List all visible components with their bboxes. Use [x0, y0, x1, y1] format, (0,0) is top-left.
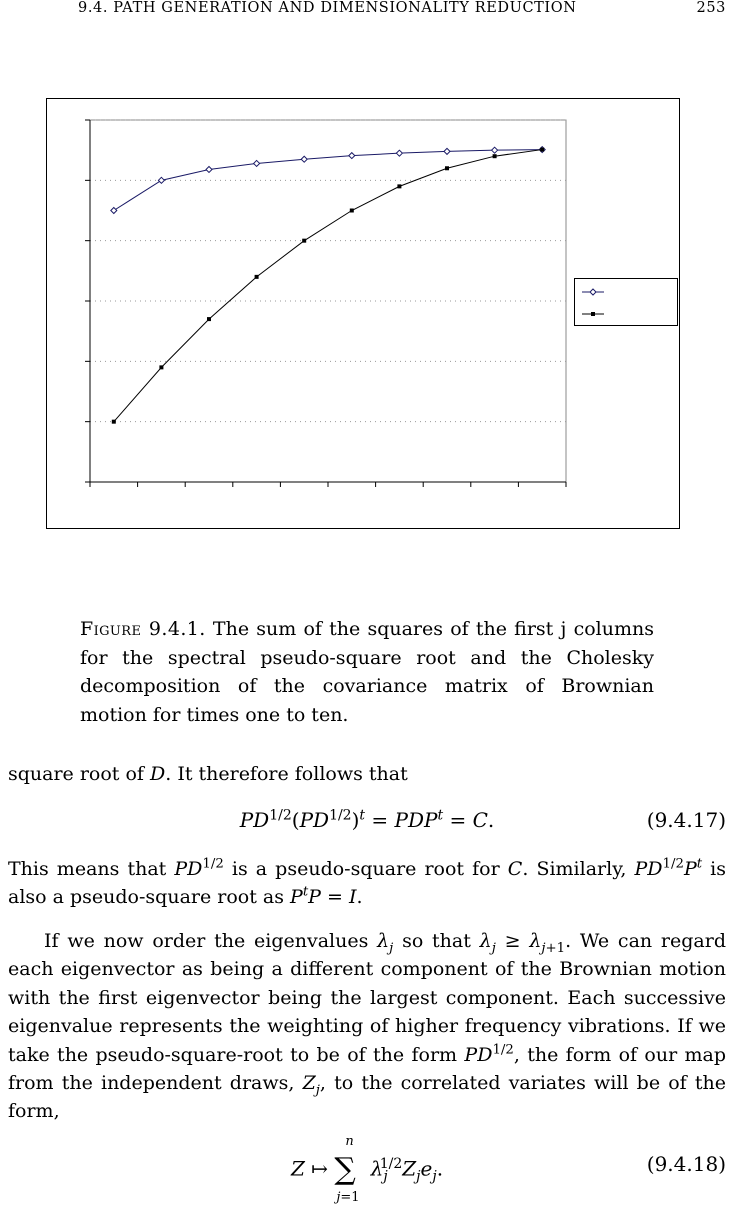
text-run: is also a pseudo-square root as: [8, 858, 726, 909]
series-1-point: [254, 160, 260, 166]
text-run: If we now order the eigenvalues: [44, 930, 378, 952]
chart-legend: [574, 278, 678, 326]
equation-9-4-18: [8, 1134, 726, 1205]
series-1-point: [492, 147, 498, 153]
math-PD-half: $PD^{1/2}$: [174, 856, 224, 880]
figure-caption: [80, 615, 654, 729]
series-2-point: [159, 365, 163, 369]
series-1-point: [396, 150, 402, 156]
paragraph-3: [8, 927, 726, 1126]
running-head: [78, 0, 726, 22]
math-D: D: [150, 763, 166, 785]
math-C: C: [507, 858, 523, 880]
text-run: is a pseudo-square root for: [223, 858, 508, 880]
series-2-line: [114, 150, 542, 422]
series-2-point: [207, 317, 211, 321]
math-Zj: $Z_j$: [302, 1072, 320, 1098]
section-title: 9.4. PATH GENERATION AND DIMENSIONALITY REDUCTION: [78, 0, 577, 16]
paragraph-2: [8, 855, 726, 912]
text-run: , the form of our map from the independent draws,: [8, 1043, 726, 1095]
text-run: , to the correlated variates will be of the form,: [8, 1072, 726, 1123]
text-run: so that: [393, 930, 480, 952]
caption-text: The sum of the squares of the first j columns for the spectral pseudo-square root and the Cholesky decomposition of the covariance matrix of Brownian motion for times one to ten.: [80, 618, 654, 726]
summation: n ∑ j=1: [334, 1134, 360, 1205]
series-2-point: [255, 275, 259, 279]
series-2-point: [445, 166, 449, 170]
paragraph-1: [8, 760, 726, 788]
math-PD-half-form: $PD^{1/2}$: [464, 1042, 514, 1066]
series-1-line: [114, 150, 542, 211]
series-2-point: [112, 420, 116, 424]
series-1-point: [444, 148, 450, 154]
series-1-point: [158, 177, 164, 183]
figure-chart: [46, 98, 680, 529]
math-lambda-order: $\lambda_j \ge \lambda_{j+1}$: [479, 930, 566, 956]
series-2-point: [397, 184, 401, 188]
series-2-point: [540, 148, 544, 152]
figure-label: Figure 9.4.1.: [80, 618, 206, 640]
series-2-point: [493, 154, 497, 158]
legend-square-marker: [580, 307, 606, 321]
equation-9-4-17: [8, 808, 726, 844]
series-2-point: [350, 209, 354, 213]
text-run: . It therefore follows that: [165, 763, 408, 785]
legend-entry-series-1: [580, 285, 670, 299]
page-number: 253: [696, 0, 726, 16]
equation-body: $PD^{1/2}(PD^{1/2})^t = PDP^t = C$.: [239, 807, 495, 832]
equation-body: Z ↦ n ∑ j=1 $\lambda_j^{1/2}Z_je_j$.: [290, 1134, 444, 1205]
math-PtP-I: $P^tP = I$: [290, 885, 357, 909]
math-lambda-j: $\lambda_j$: [377, 930, 394, 956]
plot-area-frame: [90, 120, 566, 482]
math-PD-half-Pt: $PD^{1/2}P^t$: [634, 856, 703, 880]
series-1-point: [349, 153, 355, 159]
legend-entry-series-2: [580, 307, 670, 321]
series-2-point: [302, 239, 306, 243]
series-1-point: [206, 166, 212, 172]
text-run: . Similarly,: [522, 858, 635, 880]
legend-diamond-marker: [580, 285, 606, 299]
equation-number: (9.4.17): [646, 808, 726, 832]
series-1-point: [301, 156, 307, 162]
series-1-point: [111, 208, 117, 214]
equation-number: (9.4.18): [646, 1152, 726, 1176]
text-run: .: [356, 886, 363, 909]
text-run: . We can regard each eigenvector as being a different component of the Brownian motion with the first eigenvector being the largest component. Each successive eigenvalue represents the weighting of higher frequency vibrations. If we take the pseudo-square-root to be of the form: [8, 930, 726, 1066]
text-run: square root of: [8, 763, 150, 785]
text-run: This means that: [8, 858, 175, 880]
